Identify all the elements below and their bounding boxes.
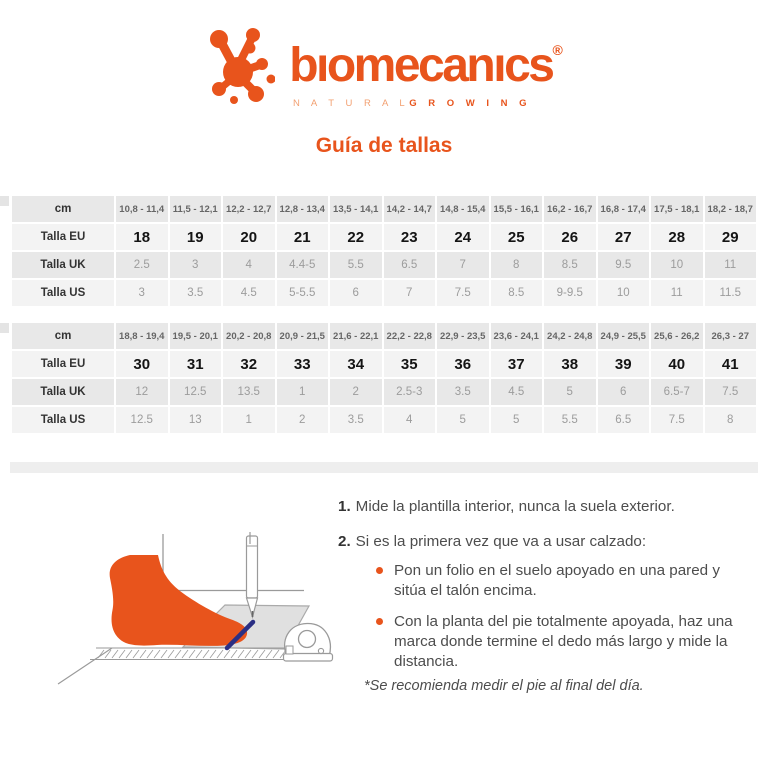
size-cell: 29: [705, 224, 757, 250]
size-cell: 32: [223, 351, 275, 377]
size-cell: 7: [384, 280, 436, 306]
size-cell: 33: [277, 351, 329, 377]
size-cell: 21,6 - 22,1: [330, 323, 382, 349]
size-table-30-41: [10, 321, 758, 435]
size-cell: 8: [491, 252, 543, 278]
instruction-step-2: [338, 532, 754, 552]
size-cell: 5-5.5: [277, 280, 329, 306]
size-cell: 37: [491, 351, 543, 377]
size-cell: 11: [705, 252, 757, 278]
size-cell: 11: [651, 280, 703, 306]
size-cell: 13,5 - 14,1: [330, 196, 382, 222]
size-cell: 16,8 - 17,4: [598, 196, 650, 222]
size-cell: 40: [651, 351, 703, 377]
tagline-natural: N A T U R A L: [292, 98, 410, 109]
brand-wordmark: [289, 39, 563, 92]
measurement-footnote: *Se recomienda medir el pie al final del día.: [364, 678, 644, 694]
size-cell: 7.5: [651, 407, 703, 433]
size-cell: 31: [170, 351, 222, 377]
size-cell: 1: [223, 407, 275, 433]
size-cell: 6: [330, 280, 382, 306]
molecule-logo-icon: [205, 26, 275, 106]
size-cell: 2: [330, 379, 382, 405]
step-text: Mide la plantilla interior, nunca la suela exterior.: [355, 498, 675, 515]
size-cell: 14,8 - 15,4: [437, 196, 489, 222]
size-cell: 38: [544, 351, 596, 377]
foot-measurement-illustration: [40, 488, 340, 718]
row-label: Talla US: [12, 280, 114, 306]
empty-row-bar: [10, 462, 758, 473]
size-cell: 2: [277, 407, 329, 433]
size-cell: 2.5-3: [384, 379, 436, 405]
size-row-eu: [12, 351, 756, 377]
size-cell: 3: [170, 252, 222, 278]
size-cell: 28: [651, 224, 703, 250]
size-cell: 18: [116, 224, 168, 250]
size-cell: 25,6 - 26,2: [651, 323, 703, 349]
size-cell: 2.5: [116, 252, 168, 278]
size-cell: 5: [491, 407, 543, 433]
bullet-dot-icon: [376, 567, 383, 574]
size-cell: 20: [223, 224, 275, 250]
row-label: cm: [12, 323, 114, 349]
size-row-uk: [12, 252, 756, 278]
size-cell: 12,8 - 13,4: [277, 196, 329, 222]
size-cell: 18,8 - 19,4: [116, 323, 168, 349]
row-label: Talla EU: [12, 351, 114, 377]
size-cell: 7.5: [437, 280, 489, 306]
size-cell: 4: [384, 407, 436, 433]
size-cell: 17,5 - 18,1: [651, 196, 703, 222]
size-cell: 39: [598, 351, 650, 377]
floor-hatch-lines: [98, 650, 293, 658]
size-cell: 24,9 - 25,5: [598, 323, 650, 349]
size-cell: 11,5 - 12,1: [170, 196, 222, 222]
tape-measure-icon: [284, 623, 333, 661]
size-cell: 5.5: [330, 252, 382, 278]
size-cell: 13: [170, 407, 222, 433]
size-cell: 3: [116, 280, 168, 306]
row-label: cm: [12, 196, 114, 222]
size-cell: 22: [330, 224, 382, 250]
size-cell: 12.5: [116, 407, 168, 433]
size-row-cm: [12, 323, 756, 349]
size-cell: 7: [437, 252, 489, 278]
floor-perspective-line: [58, 648, 112, 684]
size-cell: 3.5: [437, 379, 489, 405]
size-cell: 9.5: [598, 252, 650, 278]
size-cell: 16,2 - 16,7: [544, 196, 596, 222]
size-row-uk: [12, 379, 756, 405]
measurement-instructions: [338, 497, 754, 683]
table-edge-tab: [0, 196, 9, 206]
instruction-bullet: [376, 612, 754, 672]
size-cell: 23: [384, 224, 436, 250]
size-cell: 20,2 - 20,8: [223, 323, 275, 349]
size-cell: 1: [277, 379, 329, 405]
size-cell: 21: [277, 224, 329, 250]
size-cell: 6.5: [384, 252, 436, 278]
size-cell: 3.5: [330, 407, 382, 433]
size-cell: 12.5: [170, 379, 222, 405]
size-cell: 6: [598, 379, 650, 405]
size-cell: 19: [170, 224, 222, 250]
size-cell: 23,6 - 24,1: [491, 323, 543, 349]
size-cell: 9-9.5: [544, 280, 596, 306]
size-cell: 24,2 - 24,8: [544, 323, 596, 349]
size-cell: 6.5: [598, 407, 650, 433]
instruction-bullets: [376, 561, 754, 672]
size-cell: 7.5: [705, 379, 757, 405]
size-cell: 10: [598, 280, 650, 306]
size-cell: 12: [116, 379, 168, 405]
table-edge-tab: [0, 323, 9, 333]
foot-shape: [110, 555, 247, 646]
size-cell: 5.5: [544, 407, 596, 433]
bullet-text: Pon un folio en el suelo apoyado en una pared y sitúa el talón encima.: [394, 562, 720, 600]
size-table-18-29: [10, 194, 758, 308]
bullet-text: Con la planta del pie totalmente apoyada, haz una marca donde termine el dedo más largo y mide la distancia.: [394, 613, 733, 671]
size-cell: 10,8 - 11,4: [116, 196, 168, 222]
size-cell: 26: [544, 224, 596, 250]
step-number: 2.: [338, 533, 351, 551]
size-cell: 25: [491, 224, 543, 250]
size-cell: 8: [705, 407, 757, 433]
step-number: 1.: [338, 498, 351, 515]
row-label: Talla US: [12, 407, 114, 433]
size-cell: 26,3 - 27: [705, 323, 757, 349]
size-cell: 8.5: [544, 252, 596, 278]
size-cell: 20,9 - 21,5: [277, 323, 329, 349]
size-cell: 41: [705, 351, 757, 377]
size-row-us: [12, 280, 756, 306]
size-cell: 13.5: [223, 379, 275, 405]
size-row-us: [12, 407, 756, 433]
size-row-cm: [12, 196, 756, 222]
size-cell: 14,2 - 14,7: [384, 196, 436, 222]
size-cell: 18,2 - 18,7: [705, 196, 757, 222]
brand-name: bıomecanıcs: [289, 39, 553, 92]
row-label: Talla EU: [12, 224, 114, 250]
tagline-growing: G R O W I N G: [409, 98, 532, 109]
size-cell: 11.5: [705, 280, 757, 306]
bullet-dot-icon: [376, 618, 383, 625]
size-cell: 15,5 - 16,1: [491, 196, 543, 222]
size-cell: 12,2 - 12,7: [223, 196, 275, 222]
size-cell: 3.5: [170, 280, 222, 306]
size-cell: 36: [437, 351, 489, 377]
size-cell: 27: [598, 224, 650, 250]
size-cell: 34: [330, 351, 382, 377]
size-cell: 5: [437, 407, 489, 433]
row-label: Talla UK: [12, 252, 114, 278]
page-title: Guía de tallas: [315, 134, 453, 157]
brand-logo: [0, 26, 768, 106]
size-cell: 4.5: [491, 379, 543, 405]
size-cell: 24: [437, 224, 489, 250]
row-label: Talla UK: [12, 379, 114, 405]
size-cell: 19,5 - 20,1: [170, 323, 222, 349]
size-cell: 8.5: [491, 280, 543, 306]
size-cell: 4.4-5: [277, 252, 329, 278]
instruction-step-1: [338, 497, 754, 517]
step-text: Si es la primera vez que va a usar calzado:: [355, 533, 647, 551]
size-cell: 4: [223, 252, 275, 278]
instruction-bullet: [376, 561, 754, 601]
brand-tagline: [28, 98, 768, 109]
size-cell: 10: [651, 252, 703, 278]
size-cell: 5: [544, 379, 596, 405]
size-cell: 30: [116, 351, 168, 377]
size-cell: 22,9 - 23,5: [437, 323, 489, 349]
size-cell: 4.5: [223, 280, 275, 306]
registered-mark: ®: [552, 42, 563, 58]
pen-icon: [247, 532, 258, 617]
size-cell: 6.5-7: [651, 379, 703, 405]
size-row-eu: [12, 224, 756, 250]
size-cell: 22,2 - 22,8: [384, 323, 436, 349]
size-cell: 35: [384, 351, 436, 377]
